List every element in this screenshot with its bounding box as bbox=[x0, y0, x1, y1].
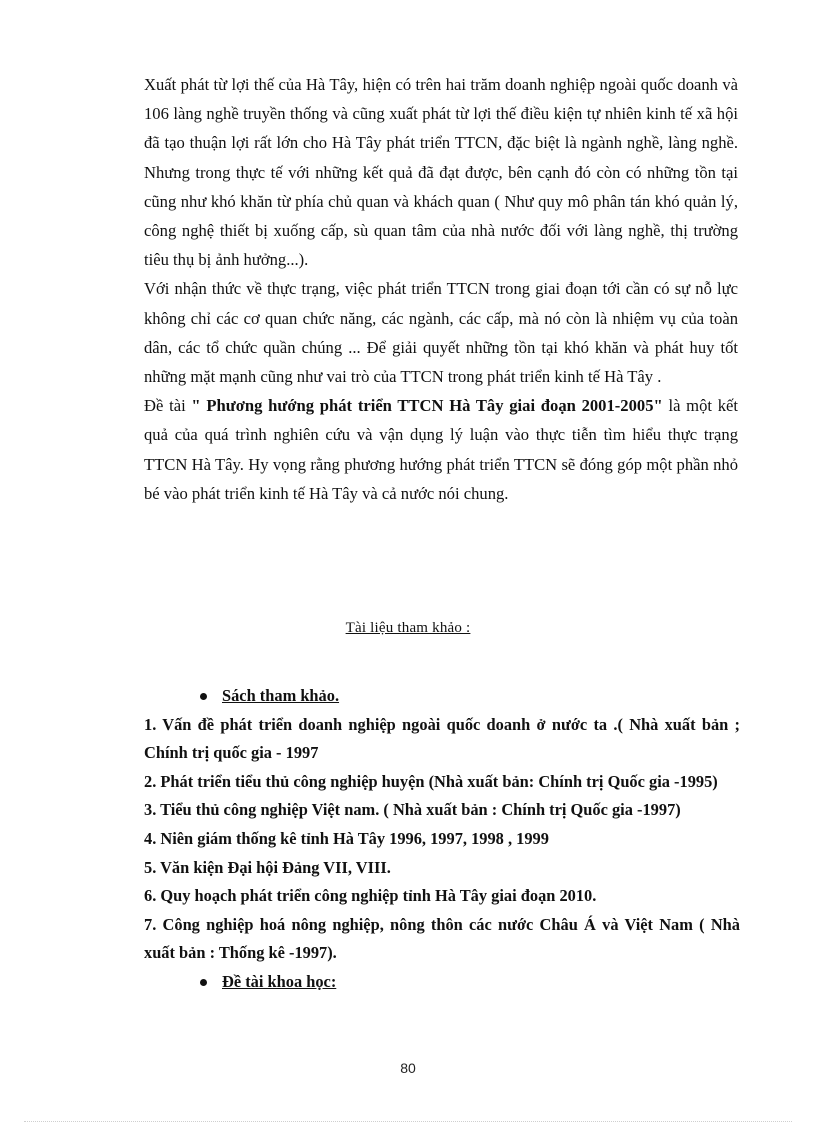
reference-item: 4. Niên giám thống kê tỉnh Hà Tây 1996, 1997, 1998 , 1999 bbox=[144, 828, 549, 848]
references-section bbox=[144, 682, 740, 997]
bullet-research bbox=[144, 968, 740, 997]
reference-item: 6. Quy hoạch phát triển công nghiệp tỉnh Hà Tây giai đoạn 2010. bbox=[144, 886, 597, 906]
paragraph-3-suffix: là một kết quả của quá trình nghiên cứu và vận dụng lý luận vào thực tiễn tìm hiểu thực trạng TTCN Hà Tây. Hy vọng rằng phương hướng phát triển TTCN sẽ đóng góp một phần nhỏ bé vào phát triển kinh tế Hà Tây và cả nước nói chung. bbox=[144, 396, 739, 503]
paragraph-3 bbox=[144, 391, 738, 508]
books-heading: Sách tham khảo. bbox=[222, 686, 340, 705]
body-text bbox=[144, 70, 738, 508]
paragraph-2: Với nhận thức về thực trạng, việc phát triển TTCN trong giai đoạn tới cần có sự nỗ lực không chỉ các cơ quan chức năng, các ngành, các cấp, mà nó còn là nhiệm vụ của toàn dân, các tổ chức quần chúng ... Để giải quyết những tồn tại khó khăn và phát huy tốt những mặt mạnh cũng như vai trò của TTCN trong phát triển kinh tế Hà Tây . bbox=[144, 279, 738, 387]
bullet-dot-icon bbox=[200, 693, 207, 700]
reference-item: 7. Công nghiệp hoá nông nghiệp, nông thôn các nước Châu Á và Việt Nam ( Nhà xuất bản : Thống kê -1997). bbox=[144, 914, 740, 963]
page-number: 80 bbox=[400, 1060, 416, 1076]
thesis-title: " Phương hướng phát triển TTCN Hà Tây giai đoạn 2001-2005" bbox=[191, 396, 663, 416]
reference-item: 3. Tiểu thủ công nghiệp Việt nam. ( Nhà xuất bản : Chính trị Quốc gia -1997) bbox=[144, 800, 681, 820]
paragraph-1: Xuất phát từ lợi thế của Hà Tây, hiện có trên hai trăm doanh nghiệp ngoài quốc doanh và 106 làng nghề truyền thống và cũng xuất phát từ lợi thế điều kiện tự nhiên kinh tế xã hội đã tạo thuận lợi rất lớn cho Hà Tây phát triển TTCN, đặc biệt là ngành nghề, làng nghề. Nhưng trong thực tế với những kết quả đã đạt được, bên cạnh đó còn có những tồn tại cũng như khó khăn từ phía chủ quan và khách quan ( Như quy mô phân tán khó quản lý, công nghệ thiết bị xuống cấp, sù quan tâm của nhà nước đối với làng nghề, thị trường tiêu thụ bị ảnh hưởng...). bbox=[144, 75, 738, 270]
bullet-dot-icon bbox=[200, 979, 207, 986]
reference-item: 1. Vấn đề phát triển doanh nghiệp ngoài quốc doanh ở nước ta .( Nhà xuất bản ; Chính trị quốc gia - 1997 bbox=[144, 714, 740, 763]
reference-item: 5. Văn kiện Đại hội Đảng VII, VIII. bbox=[144, 857, 391, 877]
reference-item: 2. Phát triển tiểu thủ công nghiệp huyện (Nhà xuất bản: Chính trị Quốc gia -1995) bbox=[144, 771, 718, 791]
page-bottom-edge bbox=[24, 1121, 792, 1122]
bullet-books bbox=[144, 682, 740, 711]
references-heading-text: Tài liệu tham khảo : bbox=[345, 620, 471, 636]
references-heading bbox=[0, 617, 816, 639]
research-heading: Đề tài khoa học: bbox=[222, 971, 337, 991]
paragraph-3-prefix: Đề tài bbox=[144, 396, 192, 416]
